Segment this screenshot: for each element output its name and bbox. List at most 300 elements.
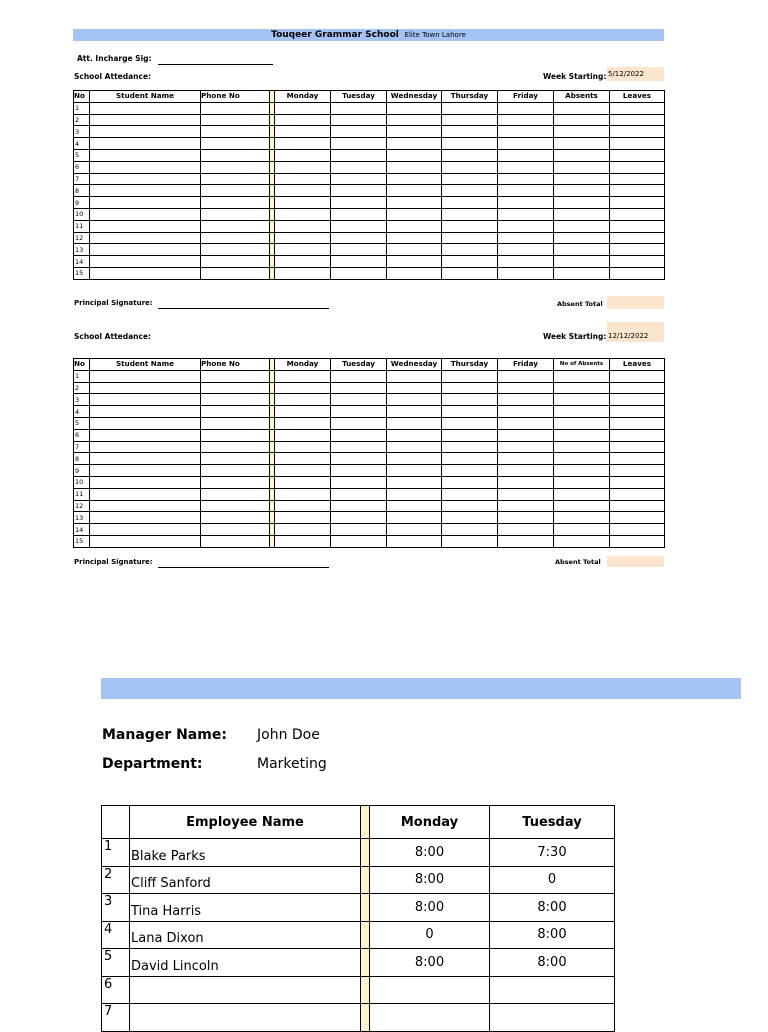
table-cell[interactable] [90, 138, 201, 150]
table-cell[interactable] [90, 161, 201, 173]
table-cell[interactable] [275, 197, 331, 209]
monday-hours-cell[interactable]: 8:00 [370, 894, 490, 922]
table-cell[interactable] [610, 406, 665, 418]
table-cell[interactable] [442, 488, 498, 500]
table-cell[interactable] [90, 417, 201, 429]
table-cell[interactable] [442, 394, 498, 406]
table-cell[interactable] [90, 244, 201, 256]
table-cell[interactable] [498, 429, 554, 441]
table-cell[interactable] [275, 512, 331, 524]
table-cell[interactable] [554, 524, 610, 536]
table-cell[interactable] [442, 524, 498, 536]
monday-hours-cell[interactable] [370, 976, 490, 1004]
table-cell[interactable] [387, 524, 442, 536]
table-cell[interactable] [610, 232, 665, 244]
table-cell[interactable] [201, 161, 270, 173]
table-cell[interactable] [201, 220, 270, 232]
table-cell[interactable] [554, 394, 610, 406]
table-cell[interactable] [275, 149, 331, 161]
table-cell[interactable] [90, 394, 201, 406]
employee-name-cell[interactable]: Blake Parks [130, 839, 361, 867]
table-cell[interactable] [610, 370, 665, 382]
table-cell[interactable] [201, 197, 270, 209]
table-cell[interactable] [387, 476, 442, 488]
table-cell[interactable] [498, 394, 554, 406]
table-cell[interactable] [331, 524, 387, 536]
table-cell[interactable] [498, 382, 554, 394]
table-cell[interactable] [331, 185, 387, 197]
table-cell[interactable] [442, 138, 498, 150]
table-cell[interactable] [331, 161, 387, 173]
table-cell[interactable] [387, 197, 442, 209]
table-cell[interactable] [387, 220, 442, 232]
table-cell[interactable] [610, 173, 665, 185]
table-cell[interactable] [554, 220, 610, 232]
table-cell[interactable] [610, 512, 665, 524]
table-cell[interactable] [498, 185, 554, 197]
table-cell[interactable] [275, 406, 331, 418]
table-cell[interactable] [331, 441, 387, 453]
table-cell[interactable] [331, 244, 387, 256]
monday-hours-cell[interactable]: 0 [370, 921, 490, 949]
table-cell[interactable] [90, 256, 201, 268]
table-cell[interactable] [275, 102, 331, 114]
table-cell[interactable] [554, 208, 610, 220]
table-cell[interactable] [442, 197, 498, 209]
table-cell[interactable] [275, 370, 331, 382]
table-cell[interactable] [387, 512, 442, 524]
table-cell[interactable] [90, 382, 201, 394]
week-starting-value-2[interactable]: 12/12/2022 [607, 322, 664, 342]
table-cell[interactable] [554, 244, 610, 256]
tuesday-hours-cell[interactable] [490, 976, 615, 1004]
table-cell[interactable] [90, 535, 201, 547]
absent-total-cell-2[interactable] [607, 556, 664, 567]
table-cell[interactable] [498, 524, 554, 536]
table-cell[interactable] [201, 149, 270, 161]
tuesday-hours-cell[interactable]: 8:00 [490, 921, 615, 949]
table-cell[interactable] [442, 453, 498, 465]
table-cell[interactable] [442, 512, 498, 524]
table-cell[interactable] [90, 453, 201, 465]
table-cell[interactable] [387, 114, 442, 126]
table-cell[interactable] [331, 208, 387, 220]
table-cell[interactable] [331, 488, 387, 500]
table-cell[interactable] [442, 126, 498, 138]
table-cell[interactable] [387, 173, 442, 185]
week-starting-value-1[interactable]: 5/12/2022 [607, 67, 664, 81]
table-cell[interactable] [610, 417, 665, 429]
table-cell[interactable] [610, 394, 665, 406]
table-cell[interactable] [387, 535, 442, 547]
table-cell[interactable] [610, 500, 665, 512]
table-cell[interactable] [554, 429, 610, 441]
table-cell[interactable] [610, 488, 665, 500]
table-cell[interactable] [201, 535, 270, 547]
principal-signature-line-1[interactable] [158, 308, 329, 309]
table-cell[interactable] [554, 138, 610, 150]
employee-name-cell[interactable]: Cliff Sanford [130, 866, 361, 894]
tuesday-hours-cell[interactable]: 0 [490, 866, 615, 894]
table-cell[interactable] [554, 267, 610, 279]
table-cell[interactable] [442, 244, 498, 256]
table-cell[interactable] [554, 161, 610, 173]
table-cell[interactable] [554, 173, 610, 185]
table-cell[interactable] [610, 138, 665, 150]
table-cell[interactable] [442, 429, 498, 441]
table-cell[interactable] [442, 173, 498, 185]
table-cell[interactable] [498, 417, 554, 429]
table-cell[interactable] [275, 500, 331, 512]
table-cell[interactable] [331, 429, 387, 441]
table-cell[interactable] [610, 114, 665, 126]
table-cell[interactable] [90, 197, 201, 209]
tuesday-hours-cell[interactable] [490, 1004, 615, 1032]
table-cell[interactable] [275, 417, 331, 429]
table-cell[interactable] [201, 256, 270, 268]
table-cell[interactable] [442, 102, 498, 114]
table-cell[interactable] [201, 173, 270, 185]
table-cell[interactable] [554, 512, 610, 524]
table-cell[interactable] [201, 465, 270, 477]
table-cell[interactable] [387, 500, 442, 512]
table-cell[interactable] [554, 535, 610, 547]
table-cell[interactable] [201, 512, 270, 524]
table-cell[interactable] [201, 476, 270, 488]
table-cell[interactable] [201, 441, 270, 453]
table-cell[interactable] [201, 453, 270, 465]
table-cell[interactable] [554, 114, 610, 126]
table-cell[interactable] [90, 126, 201, 138]
table-cell[interactable] [387, 161, 442, 173]
table-cell[interactable] [554, 465, 610, 477]
principal-signature-line-2[interactable] [158, 567, 329, 568]
table-cell[interactable] [90, 465, 201, 477]
table-cell[interactable] [201, 244, 270, 256]
monday-hours-cell[interactable]: 8:00 [370, 949, 490, 977]
table-cell[interactable] [498, 244, 554, 256]
table-cell[interactable] [610, 220, 665, 232]
employee-name-cell[interactable]: Lana Dixon [130, 921, 361, 949]
table-cell[interactable] [90, 267, 201, 279]
table-cell[interactable] [201, 138, 270, 150]
table-cell[interactable] [610, 197, 665, 209]
table-cell[interactable] [201, 500, 270, 512]
table-cell[interactable] [90, 512, 201, 524]
absent-total-cell-1[interactable] [607, 296, 664, 309]
table-cell[interactable] [498, 256, 554, 268]
table-cell[interactable] [442, 535, 498, 547]
table-cell[interactable] [554, 406, 610, 418]
table-cell[interactable] [387, 370, 442, 382]
table-cell[interactable] [387, 429, 442, 441]
table-cell[interactable] [554, 500, 610, 512]
table-cell[interactable] [201, 382, 270, 394]
table-cell[interactable] [331, 500, 387, 512]
table-cell[interactable] [498, 535, 554, 547]
table-cell[interactable] [554, 453, 610, 465]
table-cell[interactable] [498, 102, 554, 114]
table-cell[interactable] [90, 488, 201, 500]
tuesday-hours-cell[interactable]: 8:00 [490, 894, 615, 922]
table-cell[interactable] [498, 406, 554, 418]
table-cell[interactable] [442, 476, 498, 488]
table-cell[interactable] [275, 126, 331, 138]
table-cell[interactable] [498, 173, 554, 185]
table-cell[interactable] [275, 244, 331, 256]
table-cell[interactable] [201, 406, 270, 418]
table-cell[interactable] [498, 149, 554, 161]
table-cell[interactable] [498, 453, 554, 465]
table-cell[interactable] [442, 441, 498, 453]
tuesday-hours-cell[interactable]: 8:00 [490, 949, 615, 977]
table-cell[interactable] [498, 114, 554, 126]
table-cell[interactable] [498, 220, 554, 232]
table-cell[interactable] [331, 114, 387, 126]
table-cell[interactable] [387, 256, 442, 268]
table-cell[interactable] [275, 114, 331, 126]
table-cell[interactable] [610, 465, 665, 477]
table-cell[interactable] [610, 126, 665, 138]
table-cell[interactable] [90, 429, 201, 441]
table-cell[interactable] [610, 161, 665, 173]
table-cell[interactable] [331, 476, 387, 488]
table-cell[interactable] [201, 126, 270, 138]
table-cell[interactable] [201, 524, 270, 536]
table-cell[interactable] [275, 535, 331, 547]
table-cell[interactable] [90, 406, 201, 418]
table-cell[interactable] [331, 197, 387, 209]
table-cell[interactable] [610, 149, 665, 161]
table-cell[interactable] [387, 394, 442, 406]
table-cell[interactable] [275, 220, 331, 232]
table-cell[interactable] [275, 185, 331, 197]
table-cell[interactable] [442, 406, 498, 418]
att-incharge-signature-line[interactable] [158, 64, 273, 65]
table-cell[interactable] [275, 453, 331, 465]
table-cell[interactable] [387, 138, 442, 150]
table-cell[interactable] [610, 476, 665, 488]
table-cell[interactable] [275, 173, 331, 185]
employee-name-cell[interactable]: David Lincoln [130, 949, 361, 977]
table-cell[interactable] [331, 267, 387, 279]
table-cell[interactable] [275, 465, 331, 477]
table-cell[interactable] [442, 500, 498, 512]
table-cell[interactable] [331, 102, 387, 114]
table-cell[interactable] [610, 267, 665, 279]
table-cell[interactable] [331, 220, 387, 232]
table-cell[interactable] [387, 441, 442, 453]
table-cell[interactable] [442, 185, 498, 197]
table-cell[interactable] [498, 512, 554, 524]
table-cell[interactable] [331, 382, 387, 394]
table-cell[interactable] [90, 185, 201, 197]
table-cell[interactable] [331, 173, 387, 185]
table-cell[interactable] [201, 232, 270, 244]
table-cell[interactable] [90, 500, 201, 512]
tuesday-hours-cell[interactable]: 7:30 [490, 839, 615, 867]
table-cell[interactable] [331, 370, 387, 382]
table-cell[interactable] [201, 267, 270, 279]
table-cell[interactable] [387, 208, 442, 220]
table-cell[interactable] [275, 232, 331, 244]
table-cell[interactable] [201, 185, 270, 197]
table-cell[interactable] [201, 394, 270, 406]
table-cell[interactable] [90, 370, 201, 382]
table-cell[interactable] [201, 102, 270, 114]
table-cell[interactable] [442, 465, 498, 477]
table-cell[interactable] [331, 465, 387, 477]
table-cell[interactable] [90, 524, 201, 536]
table-cell[interactable] [610, 244, 665, 256]
table-cell[interactable] [554, 185, 610, 197]
table-cell[interactable] [387, 453, 442, 465]
table-cell[interactable] [331, 512, 387, 524]
table-cell[interactable] [387, 267, 442, 279]
table-cell[interactable] [275, 382, 331, 394]
table-cell[interactable] [275, 394, 331, 406]
table-cell[interactable] [387, 244, 442, 256]
table-cell[interactable] [387, 126, 442, 138]
table-cell[interactable] [498, 500, 554, 512]
table-cell[interactable] [387, 382, 442, 394]
table-cell[interactable] [442, 382, 498, 394]
table-cell[interactable] [498, 138, 554, 150]
table-cell[interactable] [387, 102, 442, 114]
table-cell[interactable] [275, 524, 331, 536]
table-cell[interactable] [498, 370, 554, 382]
table-cell[interactable] [201, 488, 270, 500]
table-cell[interactable] [498, 197, 554, 209]
table-cell[interactable] [554, 417, 610, 429]
table-cell[interactable] [331, 138, 387, 150]
table-cell[interactable] [554, 370, 610, 382]
table-cell[interactable] [442, 232, 498, 244]
table-cell[interactable] [442, 267, 498, 279]
table-cell[interactable] [275, 429, 331, 441]
table-cell[interactable] [387, 417, 442, 429]
table-cell[interactable] [275, 267, 331, 279]
table-cell[interactable] [554, 441, 610, 453]
table-cell[interactable] [275, 208, 331, 220]
table-cell[interactable] [331, 394, 387, 406]
table-cell[interactable] [498, 267, 554, 279]
table-cell[interactable] [610, 441, 665, 453]
table-cell[interactable] [498, 465, 554, 477]
table-cell[interactable] [387, 465, 442, 477]
table-cell[interactable] [387, 232, 442, 244]
table-cell[interactable] [442, 256, 498, 268]
table-cell[interactable] [275, 138, 331, 150]
table-cell[interactable] [275, 161, 331, 173]
employee-name-cell[interactable] [130, 976, 361, 1004]
monday-hours-cell[interactable] [370, 1004, 490, 1032]
table-cell[interactable] [442, 220, 498, 232]
table-cell[interactable] [554, 197, 610, 209]
table-cell[interactable] [201, 114, 270, 126]
table-cell[interactable] [331, 256, 387, 268]
table-cell[interactable] [90, 232, 201, 244]
table-cell[interactable] [387, 406, 442, 418]
table-cell[interactable] [387, 185, 442, 197]
table-cell[interactable] [610, 429, 665, 441]
table-cell[interactable] [331, 406, 387, 418]
table-cell[interactable] [498, 488, 554, 500]
table-cell[interactable] [201, 429, 270, 441]
department-value[interactable]: Marketing [257, 756, 327, 772]
employee-name-cell[interactable]: Tina Harris [130, 894, 361, 922]
table-cell[interactable] [331, 126, 387, 138]
table-cell[interactable] [90, 149, 201, 161]
table-cell[interactable] [554, 102, 610, 114]
table-cell[interactable] [554, 488, 610, 500]
table-cell[interactable] [554, 232, 610, 244]
table-cell[interactable] [498, 208, 554, 220]
monday-hours-cell[interactable]: 8:00 [370, 866, 490, 894]
table-cell[interactable] [90, 114, 201, 126]
table-cell[interactable] [331, 535, 387, 547]
table-cell[interactable] [275, 488, 331, 500]
table-cell[interactable] [90, 220, 201, 232]
table-cell[interactable] [554, 126, 610, 138]
table-cell[interactable] [90, 208, 201, 220]
table-cell[interactable] [201, 370, 270, 382]
table-cell[interactable] [442, 149, 498, 161]
table-cell[interactable] [331, 232, 387, 244]
table-cell[interactable] [610, 382, 665, 394]
table-cell[interactable] [610, 185, 665, 197]
table-cell[interactable] [201, 208, 270, 220]
table-cell[interactable] [498, 476, 554, 488]
table-cell[interactable] [331, 453, 387, 465]
table-cell[interactable] [331, 417, 387, 429]
table-cell[interactable] [610, 524, 665, 536]
table-cell[interactable] [554, 382, 610, 394]
monday-hours-cell[interactable]: 8:00 [370, 839, 490, 867]
table-cell[interactable] [610, 208, 665, 220]
table-cell[interactable] [387, 149, 442, 161]
table-cell[interactable] [90, 476, 201, 488]
table-cell[interactable] [498, 161, 554, 173]
table-cell[interactable] [610, 256, 665, 268]
table-cell[interactable] [442, 208, 498, 220]
table-cell[interactable] [201, 417, 270, 429]
table-cell[interactable] [554, 256, 610, 268]
table-cell[interactable] [498, 232, 554, 244]
table-cell[interactable] [275, 256, 331, 268]
table-cell[interactable] [610, 102, 665, 114]
table-cell[interactable] [442, 161, 498, 173]
table-cell[interactable] [610, 535, 665, 547]
employee-name-cell[interactable] [130, 1004, 361, 1032]
table-cell[interactable] [554, 149, 610, 161]
table-cell[interactable] [90, 441, 201, 453]
table-cell[interactable] [498, 126, 554, 138]
table-cell[interactable] [554, 476, 610, 488]
table-cell[interactable] [275, 441, 331, 453]
table-cell[interactable] [275, 476, 331, 488]
table-cell[interactable] [610, 453, 665, 465]
table-cell[interactable] [498, 441, 554, 453]
table-cell[interactable] [90, 102, 201, 114]
table-cell[interactable] [331, 149, 387, 161]
table-cell[interactable] [442, 417, 498, 429]
table-cell[interactable] [90, 173, 201, 185]
manager-name-value[interactable]: John Doe [257, 727, 320, 743]
table-cell[interactable] [387, 488, 442, 500]
table-cell[interactable] [442, 370, 498, 382]
table-cell[interactable] [442, 114, 498, 126]
